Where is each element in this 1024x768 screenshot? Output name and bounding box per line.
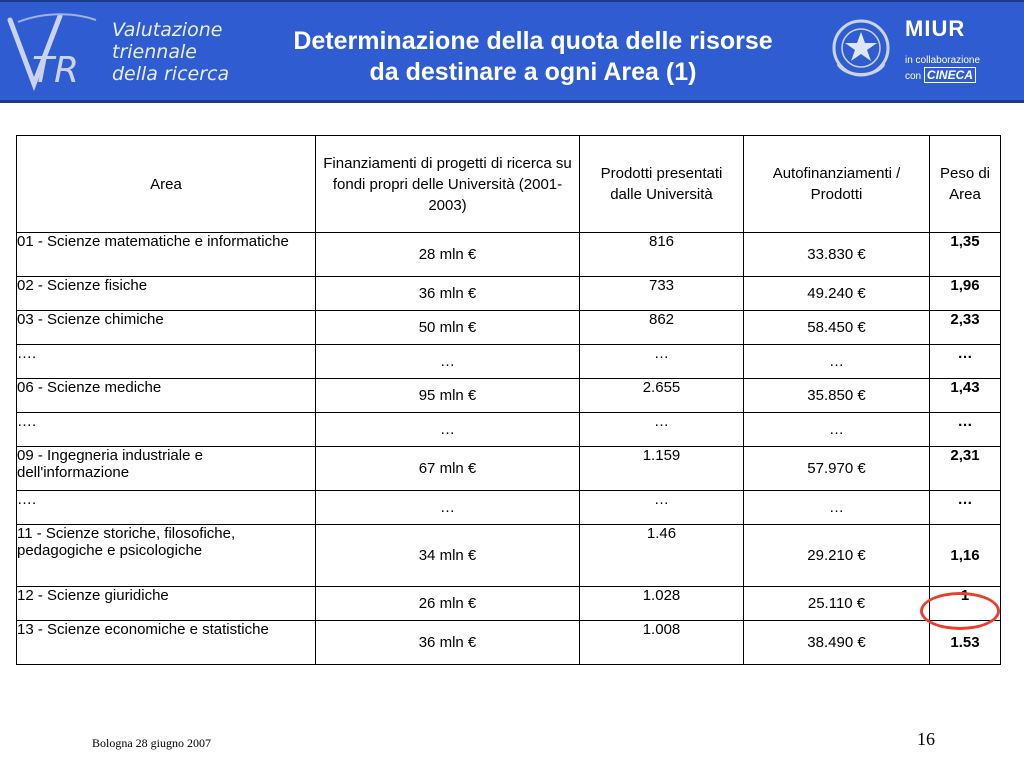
cell-finanziamenti: 95 mln €: [316, 379, 580, 413]
cell-prodotti: …: [580, 413, 744, 447]
table-row: [17, 277, 1001, 311]
italian-republic-emblem-icon: [830, 16, 892, 82]
cineca-logo: CINECA: [924, 67, 976, 83]
table-header-row: [17, 136, 1001, 233]
logo-line-2: triennale: [112, 41, 197, 63]
cell-finanziamenti: 36 mln €: [316, 277, 580, 311]
cell-area: ….: [17, 491, 316, 525]
cell-area: 06 - Scienze mediche: [17, 379, 316, 413]
cell-area: 02 - Scienze fisiche: [17, 277, 316, 311]
cell-area: ….: [17, 413, 316, 447]
table-row: [17, 311, 1001, 345]
header-peso: Peso di Area: [930, 136, 1001, 233]
cell-peso: 2,31: [930, 447, 1001, 491]
header-autofinanziamenti: Autofinanziamenti / Prodotti: [744, 136, 930, 233]
page-number: 16: [917, 729, 935, 749]
svg-text:TR: TR: [32, 50, 80, 91]
miur-subtitle: [905, 53, 980, 84]
header-finanziamenti: Finanziamenti di progetti di ricerca su fondi propri delle Università (2001-2003): [316, 136, 580, 233]
cell-prodotti: 733: [580, 277, 744, 311]
footer-location-date: Bologna 28 giugno 2007: [92, 736, 211, 750]
logo-line-3: della ricerca: [112, 63, 230, 85]
miur-sub-line-2: [905, 68, 980, 84]
cell-prodotti: …: [580, 345, 744, 379]
cell-prodotti: 1.46: [580, 525, 744, 587]
table-row: [17, 587, 1001, 621]
cell-prodotti: 862: [580, 311, 744, 345]
cell-autofinanziamenti: 29.210 €: [744, 525, 930, 587]
resource-table: [16, 135, 1001, 665]
cell-finanziamenti: 34 mln €: [316, 525, 580, 587]
table-row: [17, 345, 1001, 379]
header-area: Area: [17, 136, 316, 233]
table-row: [17, 621, 1001, 665]
cell-area: 11 - Scienze storiche, filosofiche, pedagogiche e psicologiche: [17, 525, 316, 587]
cell-finanziamenti: 28 mln €: [316, 233, 580, 277]
cell-peso-highlighted: 1: [930, 587, 1001, 621]
cell-prodotti: 816: [580, 233, 744, 277]
cell-peso: 2,33: [930, 311, 1001, 345]
table-row: [17, 233, 1001, 277]
cell-finanziamenti: …: [316, 345, 580, 379]
table-row: [17, 447, 1001, 491]
cell-finanziamenti: …: [316, 491, 580, 525]
miur-label: MIUR: [905, 16, 966, 41]
cell-autofinanziamenti: 33.830 €: [744, 233, 930, 277]
cell-finanziamenti: 50 mln €: [316, 311, 580, 345]
table-row: [17, 491, 1001, 525]
page-title: [248, 26, 818, 88]
cell-finanziamenti: 26 mln €: [316, 587, 580, 621]
cell-peso: 1,43: [930, 379, 1001, 413]
title-line-1: Determinazione della quota delle risorse: [293, 27, 773, 55]
table-row: [17, 379, 1001, 413]
cell-area: 09 - Ingegneria industriale e dell'informazione: [17, 447, 316, 491]
cell-autofinanziamenti: …: [744, 491, 930, 525]
miur-sub-line-1: in collaborazione: [905, 55, 981, 66]
vtr-logo-icon: [4, 10, 104, 96]
cell-autofinanziamenti: …: [744, 345, 930, 379]
miur-sub-con: con: [905, 71, 922, 82]
cell-prodotti: 1.028: [580, 587, 744, 621]
cell-peso: …: [930, 345, 1001, 379]
cell-prodotti: 2.655: [580, 379, 744, 413]
cell-peso: …: [930, 413, 1001, 447]
cell-prodotti: …: [580, 491, 744, 525]
cell-autofinanziamenti: …: [744, 413, 930, 447]
cell-prodotti: 1.008: [580, 621, 744, 665]
title-line-2: da destinare a ogni Area (1): [369, 58, 697, 86]
cell-area: 12 - Scienze giuridiche: [17, 587, 316, 621]
cell-autofinanziamenti: 49.240 €: [744, 277, 930, 311]
cell-area: ….: [17, 345, 316, 379]
cell-autofinanziamenti: 57.970 €: [744, 447, 930, 491]
cell-peso: …: [930, 491, 1001, 525]
header-prodotti: Prodotti presentati dalle Università: [580, 136, 744, 233]
cell-autofinanziamenti: 38.490 €: [744, 621, 930, 665]
cell-finanziamenti: …: [316, 413, 580, 447]
cell-finanziamenti: 67 mln €: [316, 447, 580, 491]
cell-peso: 1.53: [930, 621, 1001, 665]
highlight-oval: [920, 592, 1000, 630]
cell-autofinanziamenti: 58.450 €: [744, 311, 930, 345]
table-row: [17, 525, 1001, 587]
vtr-logo-text: [112, 19, 229, 85]
cell-peso: 1,35: [930, 233, 1001, 277]
cell-peso: 1,96: [930, 277, 1001, 311]
cell-autofinanziamenti: 25.110 €: [744, 587, 930, 621]
table-row: [17, 413, 1001, 447]
logo-line-1: Valutazione: [112, 19, 223, 41]
cell-area: 03 - Scienze chimiche: [17, 311, 316, 345]
cell-area: 13 - Scienze economiche e statistiche: [17, 621, 316, 665]
header-banner: [0, 0, 1024, 103]
cell-peso: 1,16: [930, 525, 1001, 587]
cell-finanziamenti: 36 mln €: [316, 621, 580, 665]
cell-prodotti: 1.159: [580, 447, 744, 491]
cell-autofinanziamenti: 35.850 €: [744, 379, 930, 413]
cell-area: 01 - Scienze matematiche e informatiche: [17, 233, 316, 277]
